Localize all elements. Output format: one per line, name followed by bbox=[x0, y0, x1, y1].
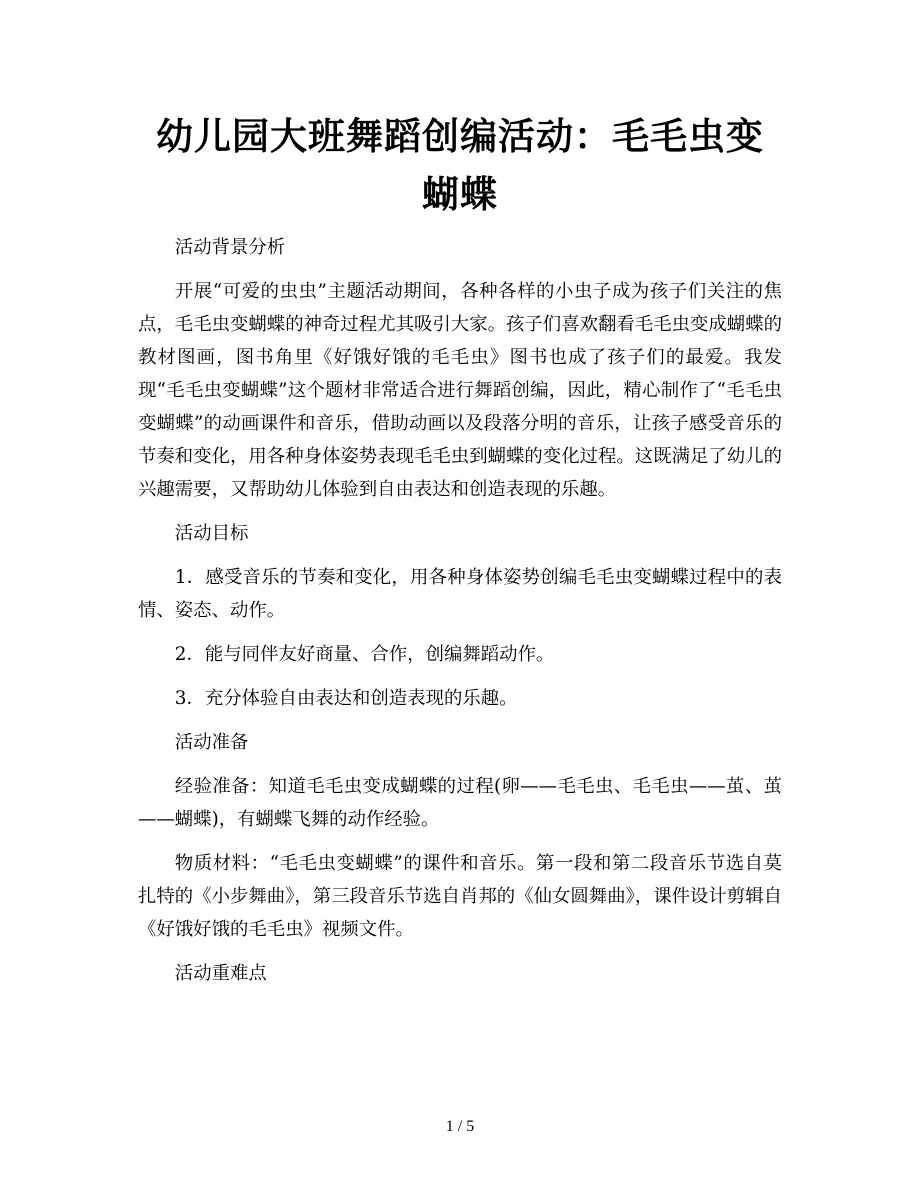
document-body bbox=[138, 231, 782, 1001]
paragraph-materials: 物质材料：“毛毛虫变蝴蝶”的课件和音乐。第一段和第二段音乐节选自莫扎特的《小步舞曲》，第三段音乐节选自肖邦的《仙女圆舞曲》，课件设计剪辑自《好饿好饿的毛毛虫》视频文件。 bbox=[138, 853, 782, 940]
section-heading-preparation: 活动准备 bbox=[174, 732, 249, 753]
section-heading-goals: 活动目标 bbox=[174, 523, 249, 544]
paragraph-background: 开展“可爱的虫虫”主题活动期间，各种各样的小虫子成为孩子们关注的焦点，毛毛虫变蝴蝶的神奇过程尤其吸引大家。孩子们喜欢翻看毛毛虫变成蝴蝶的教材图画，图书角里《好饿好饿的毛毛虫》图书也成了孩子们的最爱。我发现“毛毛虫变蝴蝶”这个题材非常适合进行舞蹈创编，因此，精心制作了“毛毛虫变蝴蝶”的动画课件和音乐，借助动画以及段落分明的音乐，让孩子感受音乐的节奏和变化，用各种身体姿势表现毛毛虫到蝴蝶的变化过程。这既满足了幼儿的兴趣需要，又帮助幼儿体验到自由表达和创造表现的乐趣。 bbox=[138, 281, 782, 500]
document-title: 幼儿园大班舞蹈创编活动：毛毛虫变蝴蝶 bbox=[156, 115, 764, 216]
section-heading-background: 活动背景分析 bbox=[174, 237, 286, 258]
paragraph-experience-prep: 经验准备：知道毛毛虫变成蝴蝶的过程(卵——毛毛虫、毛毛虫——茧、茧——蝴蝶)，有蝴蝶飞舞的动作经验。 bbox=[138, 776, 782, 830]
page-number: 1 / 5 bbox=[445, 1118, 475, 1135]
goal-item-2: 2．能与同伴友好商量、合作，创编舞蹈动作。 bbox=[174, 644, 555, 665]
goal-item-1: 1．感受音乐的节奏和变化，用各种身体姿势创编毛毛虫变蝴蝶过程中的表情、姿态、动作。 bbox=[138, 567, 782, 621]
section-heading-key-points: 活动重难点 bbox=[174, 963, 267, 984]
goal-item-3: 3．充分体验自由表达和创造表现的乐趣。 bbox=[174, 688, 518, 709]
